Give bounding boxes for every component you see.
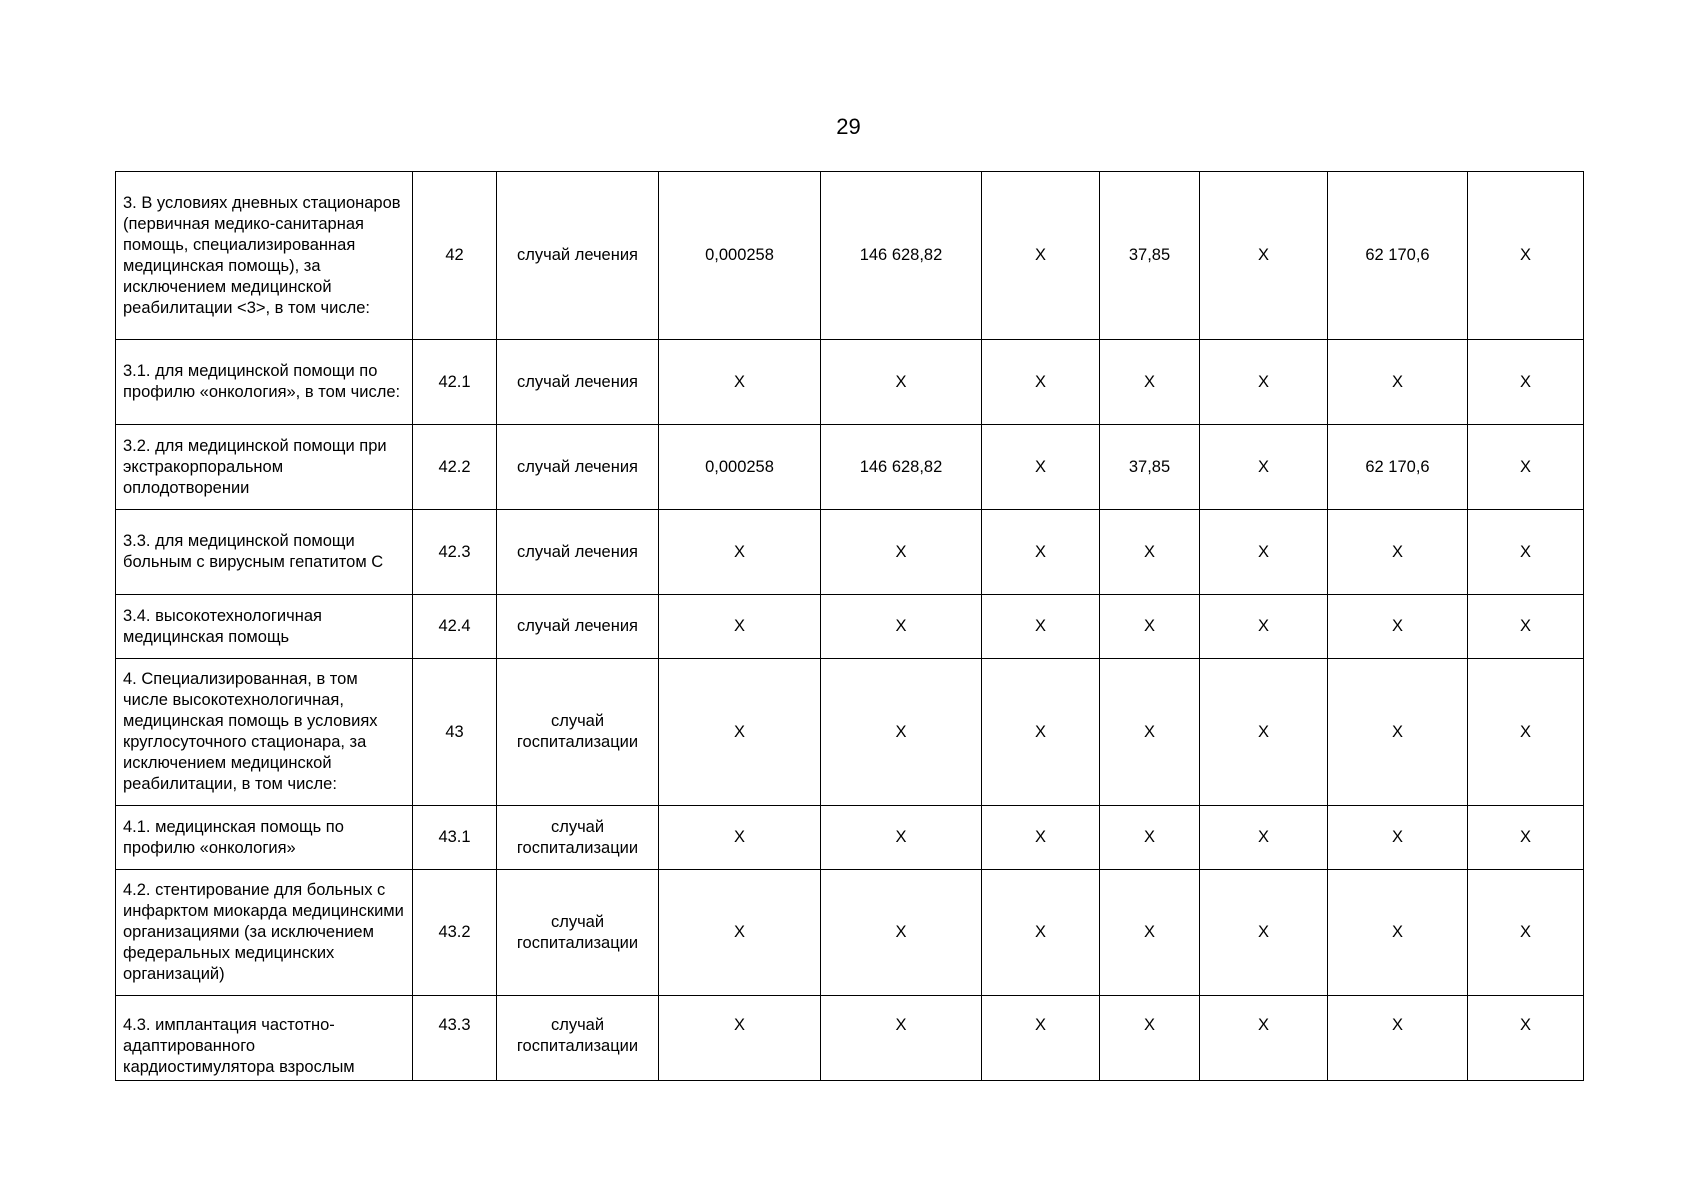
- cell-col8: X: [1200, 510, 1328, 595]
- cell-col8: X: [1200, 996, 1328, 1081]
- row-name: 4.3. имплантация частотно-адаптированного кардиостимулятора взрослым: [116, 996, 413, 1081]
- table-row: [116, 510, 1584, 595]
- cell-col10: X: [1468, 425, 1584, 510]
- cell-col4: X: [659, 510, 821, 595]
- cell-col8: X: [1200, 595, 1328, 659]
- cell-col4: X: [659, 996, 821, 1081]
- cell-col6: X: [982, 659, 1100, 806]
- cell-col7: X: [1100, 996, 1200, 1081]
- row-code: 42.4: [413, 595, 497, 659]
- cell-col5: X: [821, 870, 982, 996]
- row-name: 3.3. для медицинской помощи больным с вирусным гепатитом С: [116, 510, 413, 595]
- cell-col8: X: [1200, 870, 1328, 996]
- cell-col7: X: [1100, 806, 1200, 870]
- cell-col6: X: [982, 870, 1100, 996]
- cell-col8: X: [1200, 340, 1328, 425]
- cell-col5: X: [821, 996, 982, 1081]
- cell-col7: X: [1100, 510, 1200, 595]
- cell-col4: X: [659, 340, 821, 425]
- row-name: 4. Специализированная, в том числе высокотехнологичная, медицинская помощь в условиях круглосуточного стационара, за исключением медицинской реабилитации, в том числе:: [116, 659, 413, 806]
- cell-col9: X: [1328, 806, 1468, 870]
- cell-col4: X: [659, 659, 821, 806]
- cell-col6: X: [982, 806, 1100, 870]
- cell-col10: X: [1468, 595, 1584, 659]
- cell-col9: X: [1328, 996, 1468, 1081]
- data-table: [115, 171, 1584, 1081]
- row-unit: случай госпитализации: [497, 996, 659, 1081]
- cell-col9: X: [1328, 595, 1468, 659]
- row-name: 3.2. для медицинской помощи при экстракорпоральном оплодотворении: [116, 425, 413, 510]
- cell-col9: X: [1328, 340, 1468, 425]
- cell-col5: X: [821, 659, 982, 806]
- row-code: 43.2: [413, 870, 497, 996]
- cell-col7: X: [1100, 595, 1200, 659]
- row-code: 42: [413, 172, 497, 340]
- cell-col8: X: [1200, 806, 1328, 870]
- cell-col5: X: [821, 510, 982, 595]
- cell-col5: X: [821, 595, 982, 659]
- cell-col10: X: [1468, 659, 1584, 806]
- cell-col10: X: [1468, 172, 1584, 340]
- row-name: 3. В условиях дневных стационаров (первичная медико-санитарная помощь, специализированная медицинская помощь), за исключением медицинской реабилитации <3>, в том числе:: [116, 172, 413, 340]
- cell-col9: X: [1328, 870, 1468, 996]
- row-code: 42.3: [413, 510, 497, 595]
- table-row: [116, 595, 1584, 659]
- cell-col5: X: [821, 340, 982, 425]
- table-row: [116, 870, 1584, 996]
- cell-col10: X: [1468, 996, 1584, 1081]
- table-row: [116, 659, 1584, 806]
- row-unit: случай лечения: [497, 595, 659, 659]
- row-unit: случай лечения: [497, 172, 659, 340]
- cell-col6: X: [982, 595, 1100, 659]
- cell-col6: X: [982, 996, 1100, 1081]
- cell-col10: X: [1468, 340, 1584, 425]
- cell-col7: 37,85: [1100, 172, 1200, 340]
- row-unit: случай госпитализации: [497, 870, 659, 996]
- row-unit: случай госпитализации: [497, 806, 659, 870]
- table-row: [116, 172, 1584, 340]
- cell-col6: X: [982, 425, 1100, 510]
- cell-col7: 37,85: [1100, 425, 1200, 510]
- cell-col7: X: [1100, 870, 1200, 996]
- cell-col4: 0,000258: [659, 172, 821, 340]
- cell-col4: X: [659, 595, 821, 659]
- cell-col7: X: [1100, 659, 1200, 806]
- row-code: 43.1: [413, 806, 497, 870]
- cell-col5: 146 628,82: [821, 172, 982, 340]
- row-code: 43.3: [413, 996, 497, 1081]
- table-row: [116, 806, 1584, 870]
- page-number: 29: [836, 114, 861, 139]
- row-code: 42.1: [413, 340, 497, 425]
- cell-col9: X: [1328, 510, 1468, 595]
- cell-col10: X: [1468, 870, 1584, 996]
- row-unit: случай лечения: [497, 510, 659, 595]
- cell-col9: X: [1328, 659, 1468, 806]
- row-name: 4.2. стентирование для больных с инфарктом миокарда медицинскими организациями (за исключением федеральных медицинских организаций): [116, 870, 413, 996]
- cell-col8: X: [1200, 172, 1328, 340]
- cell-col6: X: [982, 340, 1100, 425]
- row-code: 43: [413, 659, 497, 806]
- row-unit: случай лечения: [497, 340, 659, 425]
- cell-col8: X: [1200, 659, 1328, 806]
- row-name: 3.4. высокотехнологичная медицинская помощь: [116, 595, 413, 659]
- cell-col6: X: [982, 172, 1100, 340]
- table-row: [116, 425, 1584, 510]
- cell-col7: X: [1100, 340, 1200, 425]
- table-row: [116, 340, 1584, 425]
- cell-col4: X: [659, 870, 821, 996]
- cell-col9: 62 170,6: [1328, 172, 1468, 340]
- row-unit: случай госпитализации: [497, 659, 659, 806]
- cell-col5: 146 628,82: [821, 425, 982, 510]
- cell-col10: X: [1468, 806, 1584, 870]
- cell-col6: X: [982, 510, 1100, 595]
- row-unit: случай лечения: [497, 425, 659, 510]
- row-name: 4.1. медицинская помощь по профилю «онкология»: [116, 806, 413, 870]
- cell-col10: X: [1468, 510, 1584, 595]
- cell-col4: X: [659, 806, 821, 870]
- cell-col9: 62 170,6: [1328, 425, 1468, 510]
- cell-col5: X: [821, 806, 982, 870]
- row-code: 42.2: [413, 425, 497, 510]
- row-name: 3.1. для медицинской помощи по профилю «онкология», в том числе:: [116, 340, 413, 425]
- cell-col4: 0,000258: [659, 425, 821, 510]
- table-row: [116, 996, 1584, 1081]
- cell-col8: X: [1200, 425, 1328, 510]
